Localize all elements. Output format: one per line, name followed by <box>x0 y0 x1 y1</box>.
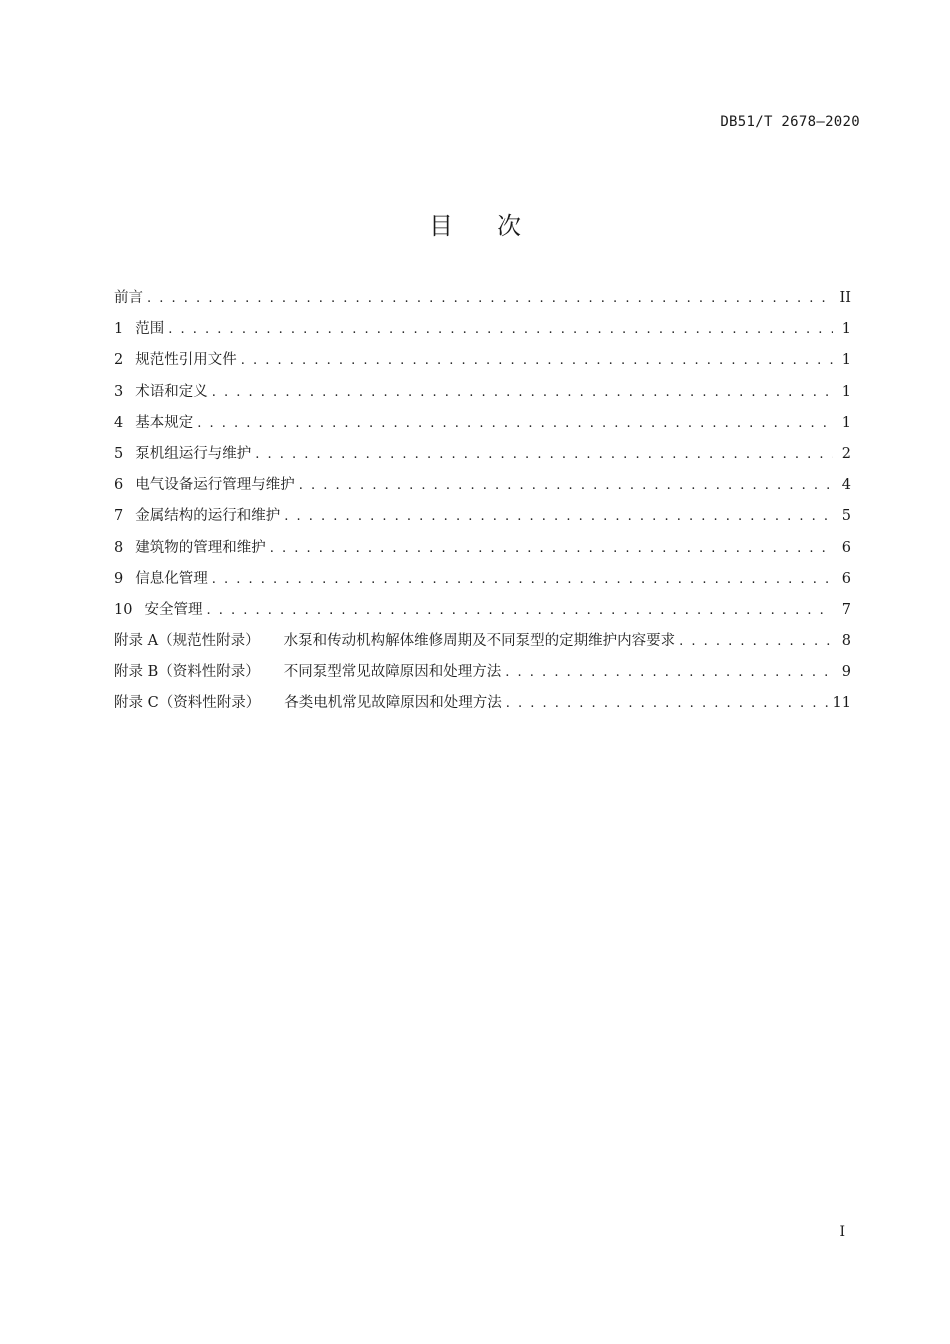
toc-appendix-label: 附录 C（资料性附录） <box>114 695 261 712</box>
toc-entry-heading <box>114 410 193 436</box>
toc-entry-heading <box>114 535 266 561</box>
toc-dot-leader <box>284 504 833 530</box>
toc-entry-title: 信息化管理 <box>135 570 208 587</box>
toc-entry-page: 1 <box>841 352 851 369</box>
toc-entry[interactable] <box>114 628 851 659</box>
toc-entry[interactable] <box>114 472 851 503</box>
toc-entry-heading <box>114 472 295 498</box>
toc-dot-leader <box>241 348 833 374</box>
toc-entry-page: 9 <box>841 664 851 681</box>
toc-dot-leader <box>168 317 833 343</box>
toc-dot-leader <box>255 442 833 468</box>
toc-entry[interactable] <box>114 690 851 721</box>
toc-entry[interactable] <box>114 597 851 628</box>
toc-entry-heading <box>114 690 502 716</box>
toc-entry[interactable] <box>114 659 851 690</box>
toc-entry-page: 11 <box>832 695 851 712</box>
toc-entry[interactable] <box>114 566 851 597</box>
toc-entry-heading <box>114 503 280 529</box>
toc-dot-leader <box>270 536 833 562</box>
toc-entry-heading <box>114 285 143 311</box>
toc-entry-title: 术语和定义 <box>135 383 208 400</box>
toc-entry-number: 3 <box>114 383 124 400</box>
toc-entry[interactable] <box>114 410 851 441</box>
toc-entry-number: 5 <box>114 445 124 462</box>
toc-entry-title: 基本规定 <box>135 414 194 431</box>
page-number: I <box>839 1224 845 1240</box>
toc-entry-title: 建筑物的管理和维护 <box>135 539 266 556</box>
document-code: DB51/T 2678—2020 <box>720 114 860 130</box>
toc-entry-page: 5 <box>841 508 851 525</box>
toc-entry-title: 前言 <box>114 290 143 306</box>
toc-entry-title: 范围 <box>135 321 165 338</box>
toc-entry-heading <box>114 347 237 373</box>
toc-entry-heading <box>114 566 208 592</box>
toc-entry-number: 8 <box>114 539 124 556</box>
toc-entry[interactable] <box>114 285 851 316</box>
toc-entry-page: II <box>839 290 851 306</box>
toc-appendix-label: 附录 A（规范性附录） <box>114 633 260 650</box>
toc-entry-number: 9 <box>114 570 124 587</box>
toc-entry-number: 4 <box>114 414 124 431</box>
toc-entry-heading <box>114 628 675 654</box>
toc-entry-number: 1 <box>114 321 124 338</box>
toc-entry-title: 安全管理 <box>144 601 203 618</box>
toc-entry-title: 金属结构的运行和维护 <box>135 508 281 525</box>
toc-entry-heading <box>114 316 164 342</box>
toc-entry-title: 规范性引用文件 <box>135 352 237 369</box>
toc-entry[interactable] <box>114 503 851 534</box>
toc-dot-leader <box>206 598 833 624</box>
toc-entry[interactable] <box>114 316 851 347</box>
toc-entry[interactable] <box>114 379 851 410</box>
toc-entry-heading <box>114 597 202 623</box>
toc-entry-page: 7 <box>841 601 851 618</box>
toc-entry-number: 2 <box>114 352 124 369</box>
toc-dot-leader <box>505 660 833 686</box>
toc-dot-leader <box>212 380 833 406</box>
toc-entry-number: 10 <box>114 601 133 618</box>
toc-entry[interactable] <box>114 347 851 378</box>
toc-entry-page: 1 <box>841 321 851 338</box>
toc-dot-leader <box>212 567 833 593</box>
toc-dot-leader <box>147 286 833 312</box>
toc-entry-number: 7 <box>114 508 124 525</box>
toc-dot-leader <box>679 629 833 655</box>
toc-entry-heading <box>114 441 251 467</box>
toc-entry-title: 泵机组运行与维护 <box>135 445 252 462</box>
toc-appendix-label: 附录 B（资料性附录） <box>114 664 260 681</box>
toc-entry-heading <box>114 379 208 405</box>
toc-entry-title: 水泵和传动机构解体维修周期及不同泵型的定期维护内容要求 <box>283 633 676 650</box>
toc-entry-page: 1 <box>841 414 851 431</box>
toc-entry-page: 8 <box>841 633 851 650</box>
toc-heading: 目次 <box>429 212 565 240</box>
toc-entry-page: 4 <box>841 477 851 494</box>
toc-entry-page: 2 <box>841 445 851 462</box>
table-of-contents <box>114 285 851 722</box>
toc-entry-title: 各类电机常见故障原因和处理方法 <box>284 695 502 712</box>
toc-entry[interactable] <box>114 441 851 472</box>
toc-dot-leader <box>197 411 833 437</box>
toc-entry-page: 6 <box>841 570 851 587</box>
toc-dot-leader <box>506 691 829 717</box>
toc-entry-page: 1 <box>841 383 851 400</box>
toc-dot-leader <box>299 473 833 499</box>
toc-entry-title: 电气设备运行管理与维护 <box>135 477 295 494</box>
toc-entry-number: 6 <box>114 477 124 494</box>
toc-entry[interactable] <box>114 535 851 566</box>
toc-entry-title: 不同泵型常见故障原因和处理方法 <box>283 664 502 681</box>
toc-entry-heading <box>114 659 501 685</box>
toc-entry-page: 6 <box>841 539 851 556</box>
